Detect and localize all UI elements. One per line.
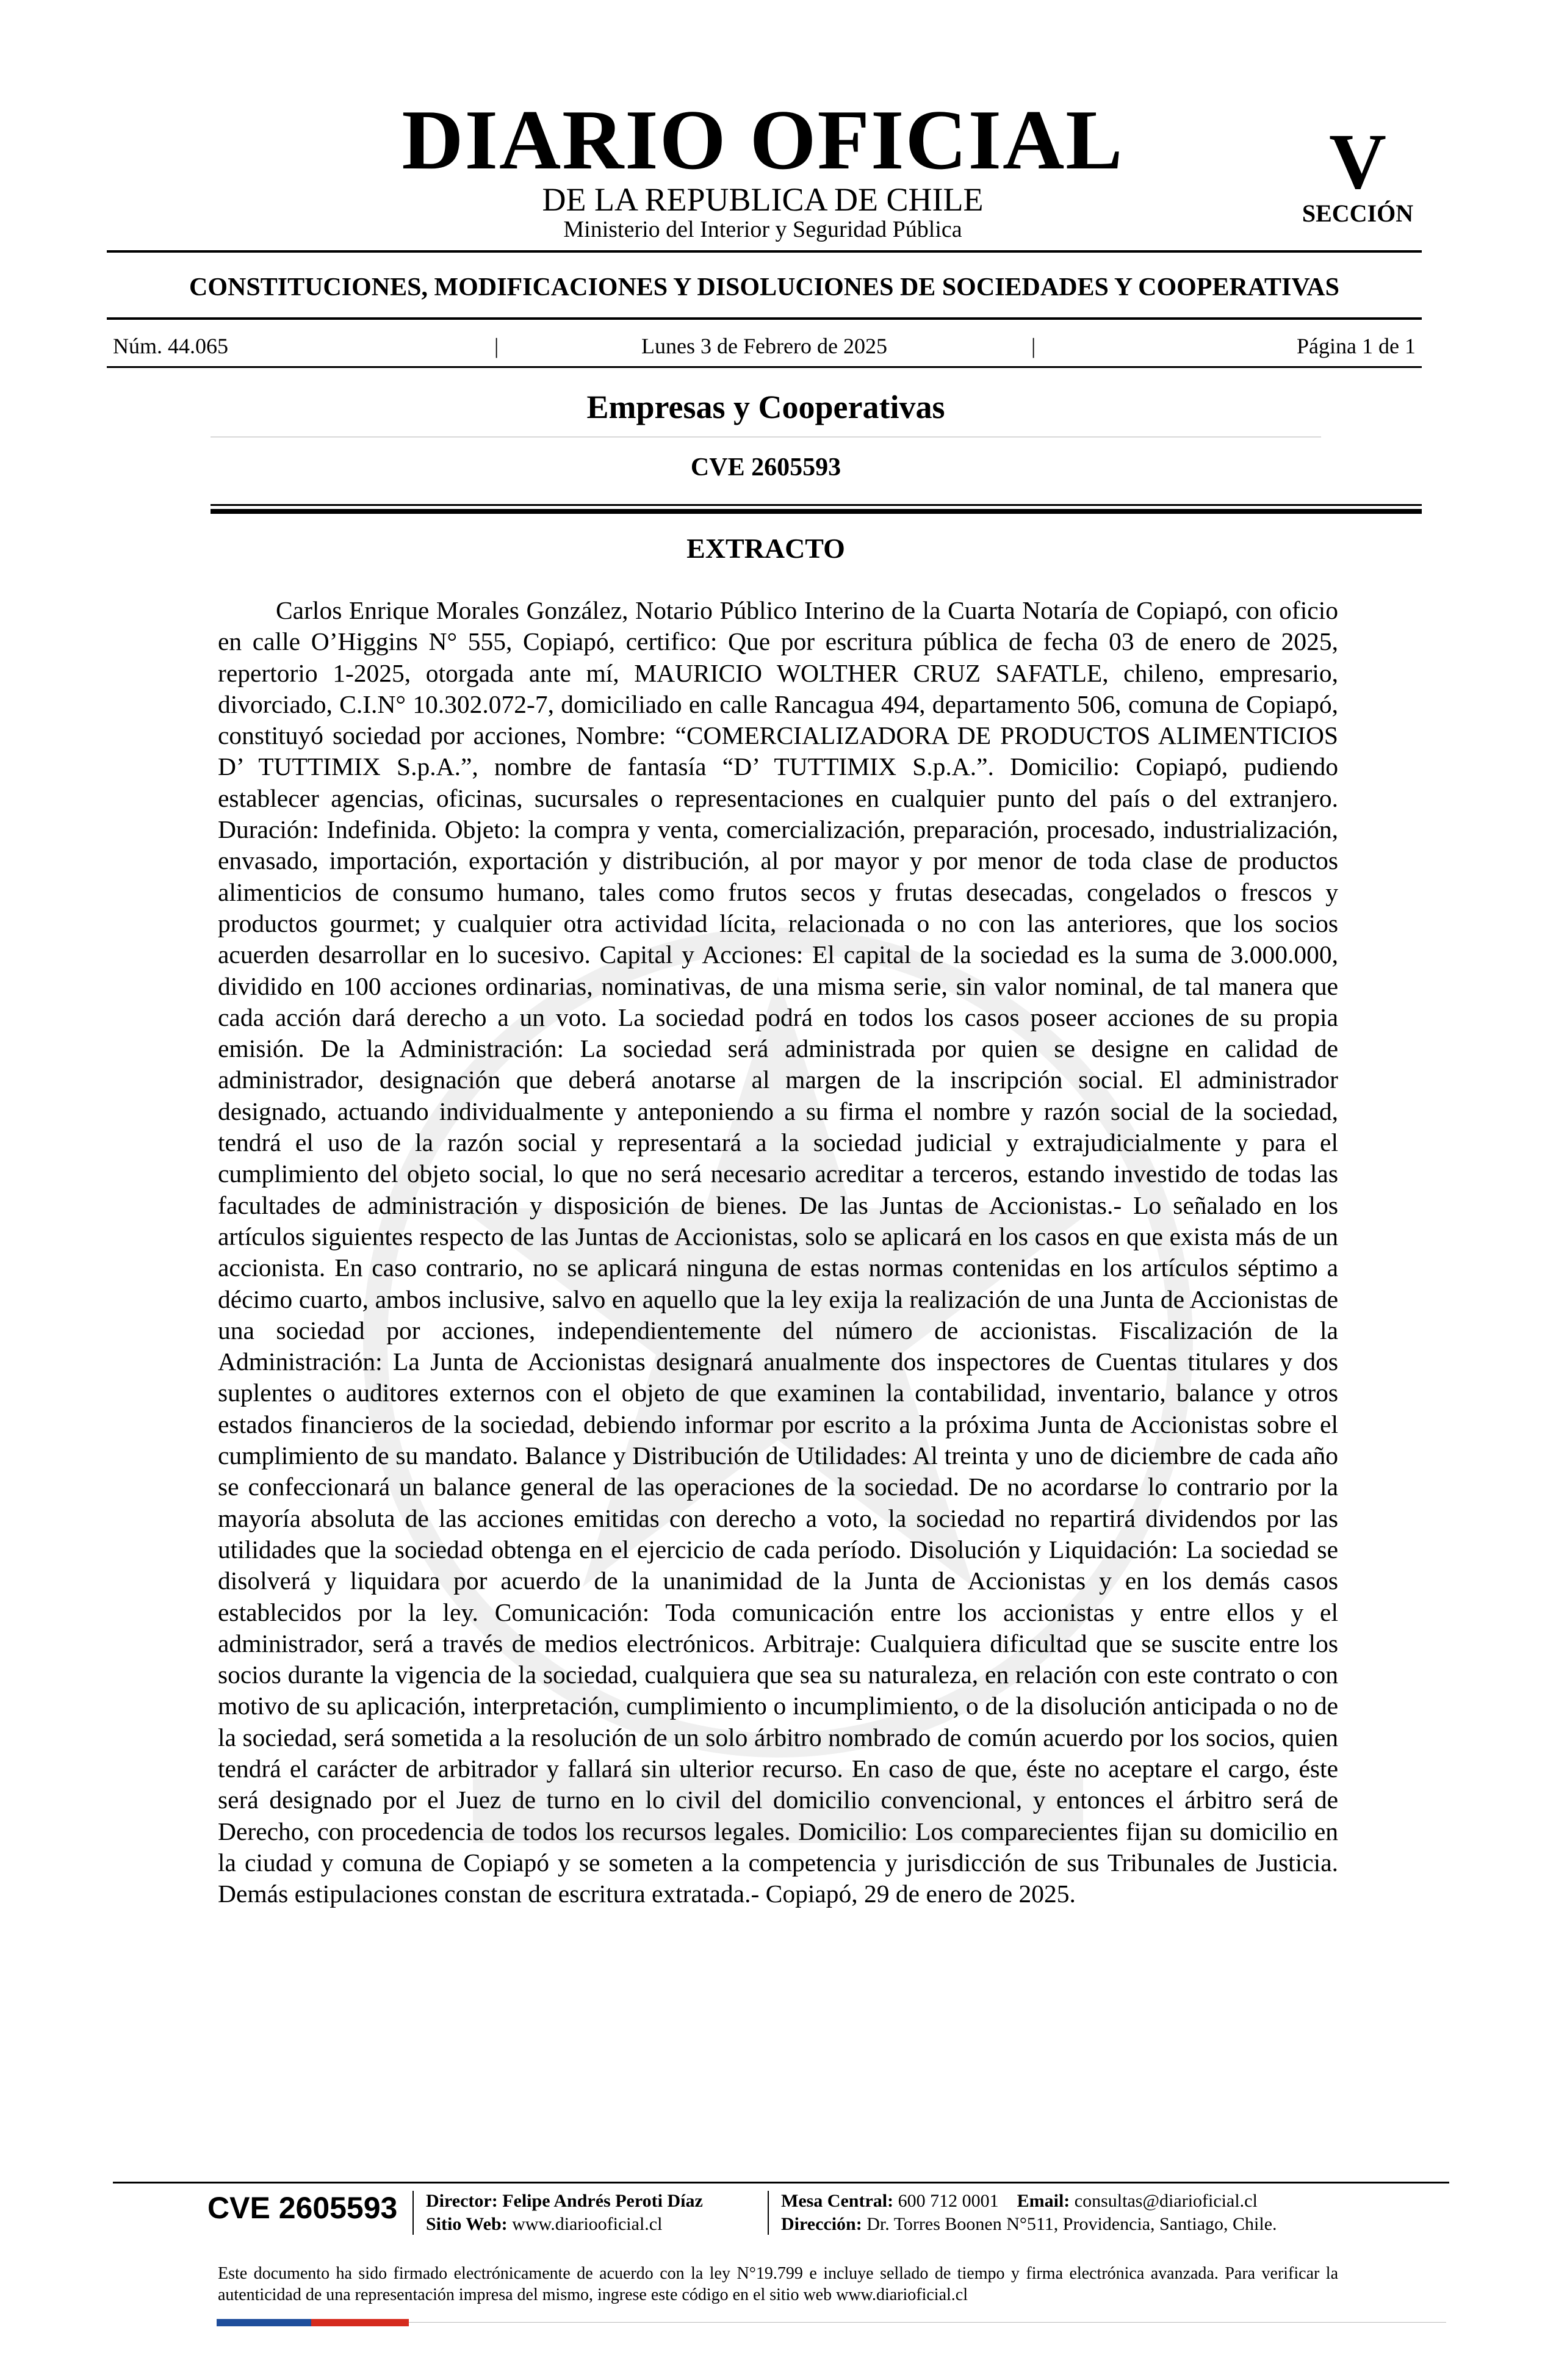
footer-contact-left bbox=[426, 2190, 780, 2236]
director-name: Felipe Andrés Peroti Díaz bbox=[502, 2191, 703, 2211]
category-title: Empresas y Cooperativas bbox=[586, 389, 945, 425]
director-label: Director: bbox=[426, 2191, 498, 2211]
address-label: Dirección: bbox=[781, 2214, 862, 2234]
email-label: Email: bbox=[1017, 2191, 1070, 2211]
section-banner: CONSTITUCIONES, MODIFICACIONES Y DISOLUCIONES DE SOCIEDADES Y COOPERATIVAS bbox=[189, 273, 1339, 301]
document-heading: EXTRACTO bbox=[686, 533, 845, 564]
masthead-title: DIARIO OFICIAL bbox=[402, 93, 1124, 187]
infobar-rule bbox=[107, 366, 1422, 368]
banner-rule bbox=[107, 317, 1422, 320]
flag-stripe-blue bbox=[217, 2319, 311, 2326]
cve-code: CVE 2605593 bbox=[690, 453, 841, 481]
section-letter: V bbox=[1329, 118, 1386, 206]
footer-contact-right bbox=[781, 2190, 1367, 2236]
issue-date: Lunes 3 de Febrero de 2025 bbox=[641, 334, 887, 358]
cve-rule-top bbox=[211, 504, 1422, 506]
cve-rule-bottom bbox=[211, 509, 1422, 514]
masthead-rule bbox=[107, 250, 1422, 253]
mesa-phone: 600 712 0001 bbox=[898, 2191, 999, 2211]
extract-body: Carlos Enrique Morales González, Notario Público Interino de la Cuarta Notaría de Copiapó, con oficio en calle O’Higgins N° 555, Copiapó, certifico: Que por escritura pública de fecha 03 de enero de 2025, repertorio 1-2025, otorgada ante mí, MAURICIO WOLTHER CRUZ SAFATLE, chileno, empresario, divorciado, C.I.N° 10.302.072-7, domiciliado en calle Rancagua 494, departamento 506, comuna de Copiapó, constituyó sociedad por acciones, Nombre: “COMERCIALIZADORA DE PRODUCTOS ALIMENTICIOS D’ TUTTIMIX S.p.A.”, nombre de fantasía “D’ TUTTIMIX S.p.A.”. Domicilio: Copiapó, pudiendo establecer agencias, oficinas, sucursales o representaciones en cualquier punto del país o del extranjero. Duración: Indefinida. Objeto: la compra y venta, comercialización, preparación, procesado, industrialización, envasado, importación, exportación y distribución, al por mayor y por menor de toda clase de productos alimenticios de consumo humano, tales como frutos secos y frutas desecadas, congelados o frescos y productos gourmet; y cualquier otra actividad lícita, relacionada o no con las anteriores, que los socios acuerden desarrollar en lo sucesivo. Capital y Acciones: El capital de la sociedad es la suma de 3.000.000, dividido en 100 acciones ordinarias, nominativas, de una misma serie, sin valor nominal, de tal manera que cada acción dará derecho a un voto. La sociedad podrá en todos los casos poseer acciones de su propia emisión. De la Administración: La sociedad será administrada por quien se designe en calidad de administrador, designación que deberá anotarse al margen de la inscripción social. El administrador designado, actuando individualmente y anteponiendo a su firma el nombre y razón social de la sociedad, tendrá el uso de la razón social y representará a la sociedad judicial y extrajudicialmente y para el cumplimiento del objeto social, lo que no será necesario acreditar a terceros, estando investido de todas las facultades de administración y disposición de bienes. De las Juntas de Accionistas.- Lo señalado en los artículos siguientes respecto de las Juntas de Accionistas, solo se aplicará en los casos en que exista más de un accionista. En caso contrario, no se aplicará ninguna de estas normas contenidas en los artículos séptimo a décimo cuarto, ambos inclusive, salvo en aquello que la ley exija la realización de una Junta de Accionistas de una sociedad por acciones, independientemente del número de accionistas. Fiscalización de la Administración: La Junta de Accionistas designará anualmente dos inspectores de Cuentas titulares y dos suplentes o auditores externos con el objeto de que examinen la contabilidad, inventario, balance y otros estados financieros de la sociedad, debiendo informar por escrito a la próxima Junta de Accionistas sobre el cumplimiento de su mandato. Balance y Distribución de Utilidades: Al treinta y uno de diciembre de cada año se confeccionará un balance general de las operaciones de la sociedad. De no acordarse lo contrario por la mayoría absoluta de las acciones emitidas con derecho a voto, la sociedad no repartirá dividendos por las utilidades que la sociedad obtenga en el ejercicio de cada período. Disolución y Liquidación: La sociedad se disolverá y liquidara por acuerdo de la unanimidad de la Junta de Accionistas y en los demás casos establecidos por la ley. Comunicación: Toda comunicación entre los accionistas y entre ellos y el administrador, será a través de medios electrónicos. Arbitraje: Cualquiera dificultad que se suscite entre los socios durante la vigencia de la sociedad, cualquiera que sea su naturaleza, en relación con este contrato o con motivo de su aplicación, interpretación, cumplimiento o incumplimiento, o de la disolución anticipada o no de la sociedad, será sometida a la resolución de un solo árbitro nombrado de común acuerdo por los socios, quien tendrá el carácter de arbitrador y fallará sin ulterior recurso. En caso de que, éste no aceptare el cargo, éste será designado por el Juez de turno en lo civil del domicilio convencional, y entonces el árbitro será de Derecho, con procedencia de todos los recursos legales. Domicilio: Los comparecientes fijan su domicilio en la ciudad y comuna de Copiapó y se someten a la competencia y jurisdicción de sus Tribunales de Justicia. Demás estipulaciones constan de escritura extratada.- Copiapó, 29 de enero de 2025. bbox=[218, 596, 1338, 1908]
signature-note: Este documento ha sido firmado electrónicamente de acuerdo con la ley N°19.799 e incluye sellado de tiempo y firma electrónica avanzada. Para verificar la autenticidad de una representación impresa del mismo, ingrese este código en el sitio web www.diarioficial.cl bbox=[218, 2264, 1338, 2304]
masthead-subtitle: DE LA REPUBLICA DE CHILE bbox=[542, 181, 984, 218]
flag-stripe-red bbox=[311, 2319, 409, 2326]
footer-rule bbox=[113, 2182, 1449, 2183]
issue-number: Núm. 44.065 bbox=[113, 334, 228, 358]
page-indicator: Página 1 de 1 bbox=[1297, 334, 1416, 358]
website-label: Sitio Web: bbox=[426, 2214, 508, 2234]
footer-divider bbox=[412, 2191, 414, 2235]
masthead-ministry: Ministerio del Interior y Seguridad Pública bbox=[563, 217, 962, 242]
address-value: Dr. Torres Boonen N°511, Providencia, Santiago, Chile. bbox=[866, 2214, 1277, 2234]
infobar-separator: | bbox=[1031, 334, 1036, 358]
email-link[interactable]: consultas@diarioficial.cl bbox=[1074, 2191, 1258, 2211]
website-link[interactable]: www.diariooficial.cl bbox=[512, 2214, 663, 2234]
issue-info-bar bbox=[113, 334, 1416, 358]
mesa-label: Mesa Central: bbox=[781, 2191, 894, 2211]
footer-divider bbox=[768, 2191, 769, 2235]
footer-cve-code: CVE 2605593 bbox=[207, 2191, 398, 2225]
category-divider bbox=[211, 436, 1321, 438]
section-word: SECCIÓN bbox=[1302, 200, 1414, 227]
flag-baseline bbox=[409, 2322, 1446, 2323]
infobar-separator: | bbox=[494, 334, 499, 358]
